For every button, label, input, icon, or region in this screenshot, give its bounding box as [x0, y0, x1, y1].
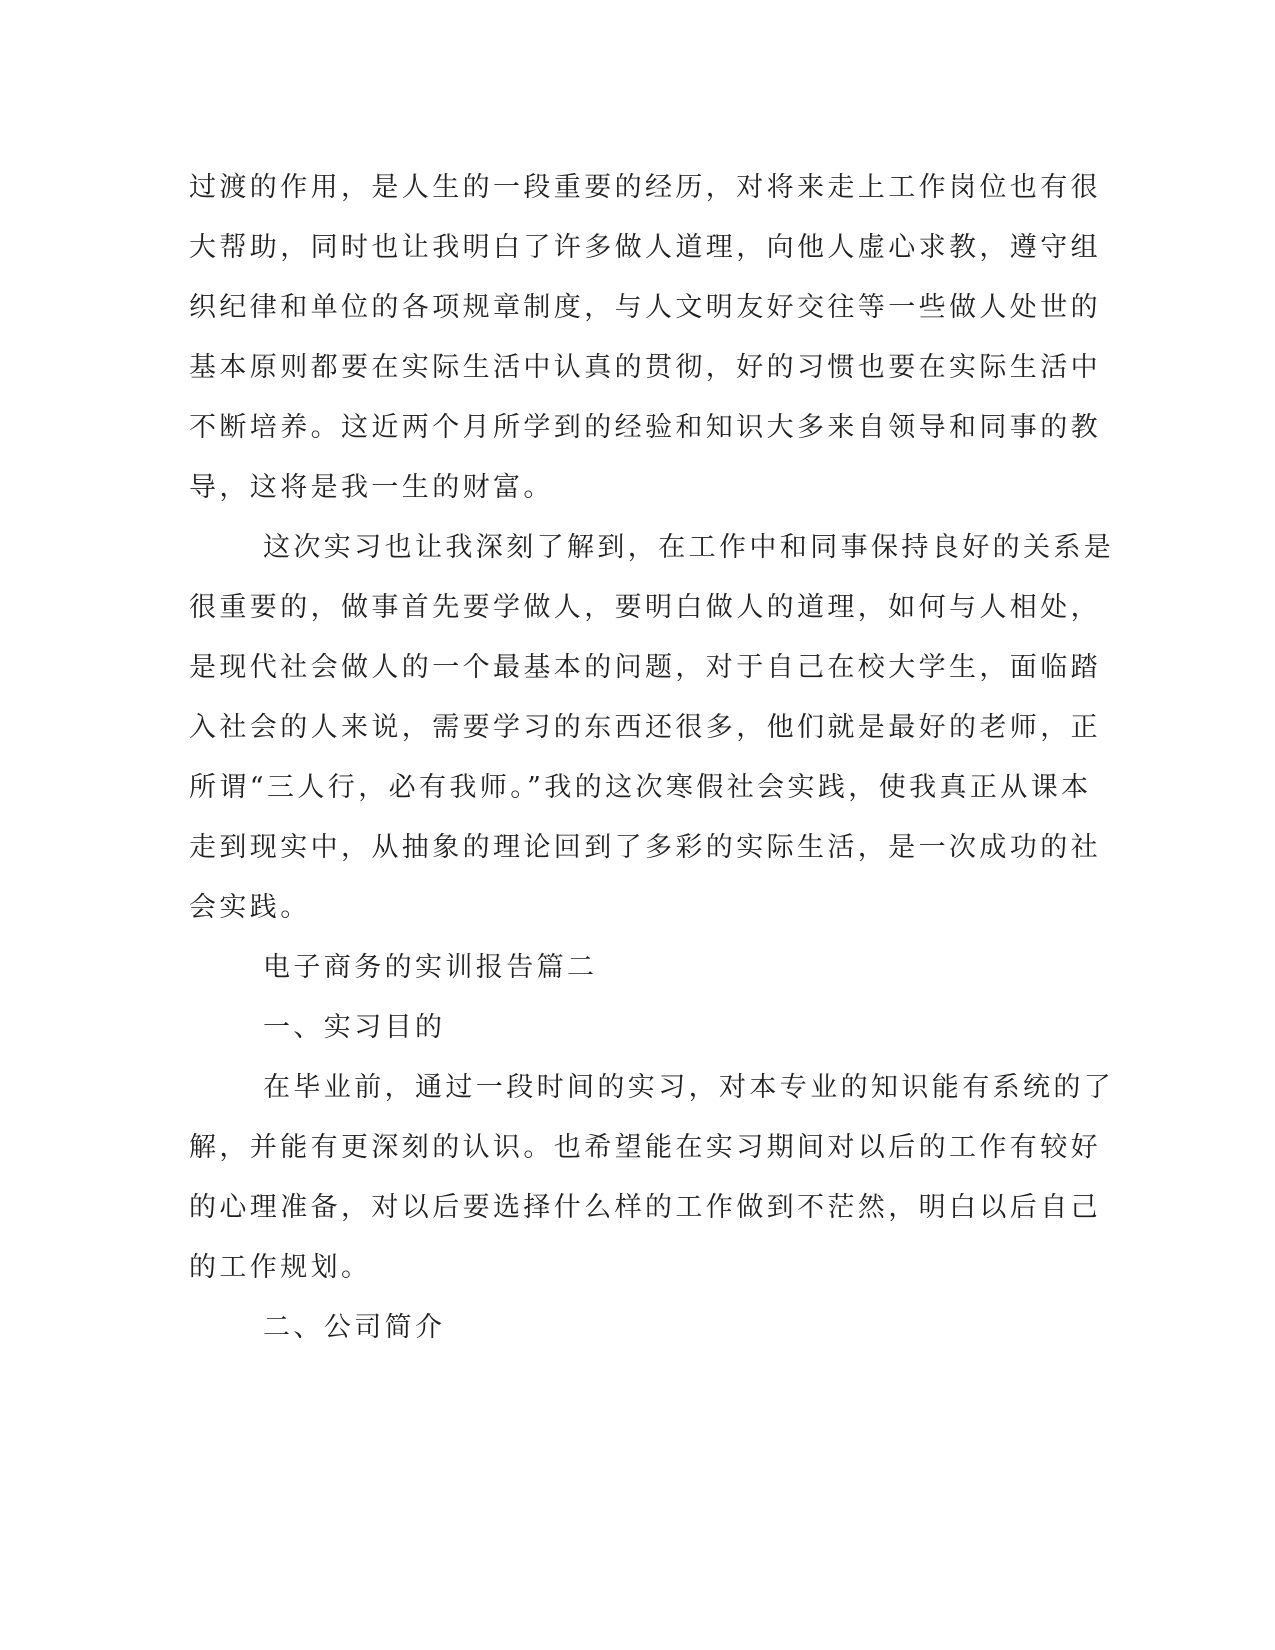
text-line: 的心理准备，对以后要选择什么样的工作做到不茫然，明白以后自己 [189, 1192, 1101, 1223]
text-line: 基本原则都要在实际生活中认真的贯彻，好的习惯也要在实际生活中 [189, 352, 1101, 383]
section-heading: 二、公司简介 [263, 1312, 446, 1343]
text-line: 是现代社会做人的一个最基本的问题，对于自己在校大学生，面临踏 [189, 652, 1101, 683]
section-heading: 一、实习目的 [263, 1012, 446, 1043]
text-line: 解，并能有更深刻的认识。也希望能在实习期间对以后的工作有较好 [189, 1132, 1101, 1163]
text-line: 所谓“三人行，必有我师。”我的这次寒假社会实践，使我真正从课本 [189, 772, 1092, 803]
text-line: 大帮助，同时也让我明白了许多做人道理，向他人虚心求教，遵守组 [189, 232, 1101, 263]
text-line: 织纪律和单位的各项规章制度，与人文明友好交往等一些做人处世的 [189, 292, 1101, 323]
text-line: 很重要的，做事首先要学做人，要明白做人的道理，如何与人相处， [189, 592, 1101, 623]
section-title: 电子商务的实训报告篇二 [263, 952, 598, 983]
text-line: 走到现实中，从抽象的理论回到了多彩的实际生活，是一次成功的社 [189, 832, 1101, 863]
text-line: 入社会的人来说，需要学习的东西还很多，他们就是最好的老师，正 [189, 712, 1101, 743]
text-line: 过渡的作用，是人生的一段重要的经历，对将来走上工作岗位也有很 [189, 172, 1101, 203]
text-line: 不断培养。这近两个月所学到的经验和知识大多来自领导和同事的教 [189, 412, 1101, 443]
paragraph-first-line: 这次实习也让我深刻了解到，在工作中和同事保持良好的关系是 [263, 532, 1115, 563]
text-line: 的工作规划。 [189, 1252, 372, 1283]
text-line: 会实践。 [189, 892, 311, 923]
text-line: 导，这将是我一生的财富。 [189, 472, 554, 503]
paragraph-first-line: 在毕业前，通过一段时间的实习，对本专业的知识能有系统的了 [263, 1072, 1115, 1103]
